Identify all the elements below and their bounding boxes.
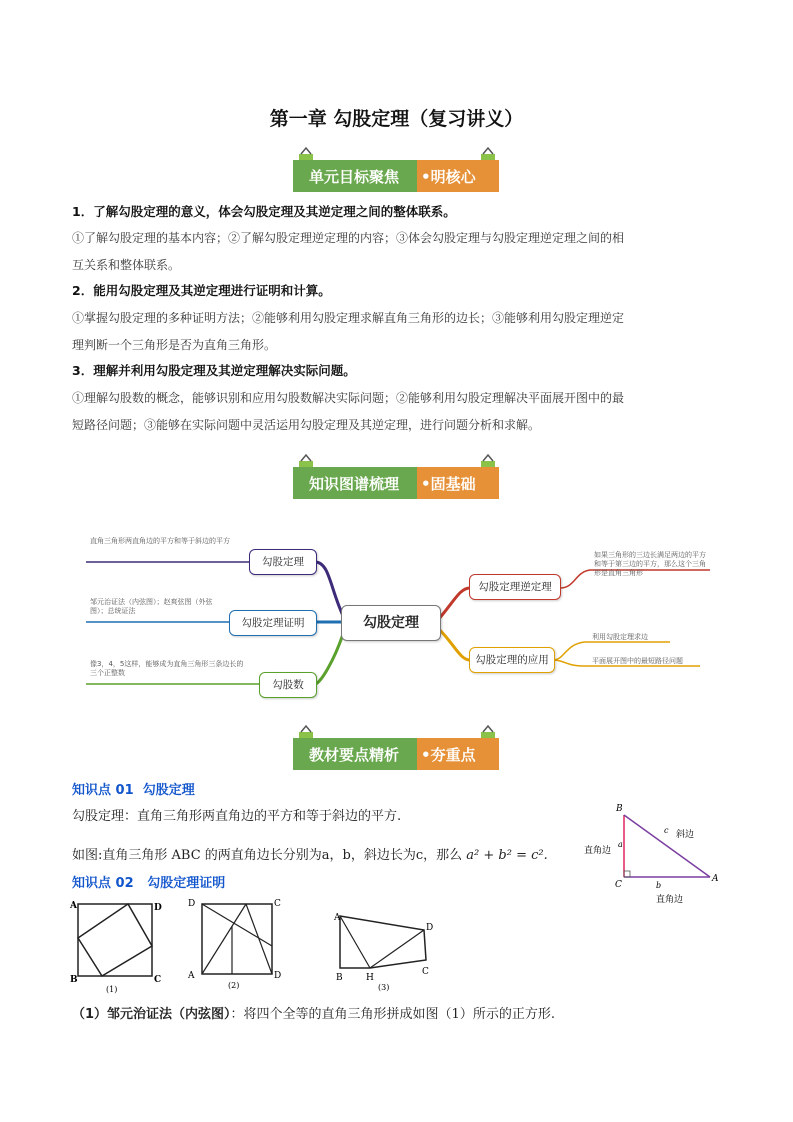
fig-label-leg-horizontal: 直角边 bbox=[656, 895, 684, 905]
svg-text:C: C bbox=[422, 967, 429, 977]
kp1-formula-prefix: 如图:直角三角形 ABC 的两直角边长分别为a，b，斜边长为c，那么 bbox=[72, 848, 463, 863]
fig-label-B: B bbox=[616, 804, 623, 814]
svg-text:H: H bbox=[366, 973, 374, 983]
mindmap-node-proof: 勾股定理证明 bbox=[229, 610, 317, 636]
mindmap-note-theorem: 直角三角形两直角边的平方和等于斜边的平方 bbox=[90, 537, 230, 545]
svg-text:A: A bbox=[188, 971, 195, 981]
kp1-statement: 勾股定理：直角三角形两直角边的平方和等于斜边的平方. bbox=[72, 809, 402, 824]
section-banner-knowledge-map bbox=[293, 467, 499, 499]
svg-text:C: C bbox=[274, 899, 281, 909]
proof1-line bbox=[72, 1003, 555, 1022]
svg-text:A: A bbox=[70, 901, 77, 911]
svg-text:D: D bbox=[188, 899, 196, 909]
proof-figure-1 bbox=[68, 898, 168, 994]
svg-text:D: D bbox=[154, 903, 162, 913]
banner-green-text: 单元目标聚焦 bbox=[309, 168, 400, 186]
fig1-caption: (1) bbox=[106, 985, 118, 994]
mindmap-note-proof: 邹元治证法（内弦图）；赵爽弦图（外弦图）；总统证法 bbox=[90, 598, 213, 615]
kp1-heading bbox=[72, 779, 195, 798]
svg-text:B: B bbox=[336, 973, 343, 983]
fig-label-A: A bbox=[712, 874, 719, 884]
fig-label-leg-vertical: 直角边 bbox=[584, 846, 612, 856]
kp2-name: 勾股定理证明 bbox=[147, 876, 226, 891]
banner-orange-text: •明核心 bbox=[421, 168, 476, 186]
goal-1-heading: 1．了解勾股定理的意义，体会勾股定理及其逆定理之间的整体联系。 bbox=[72, 204, 456, 219]
banner-green-text: 教材要点精析 bbox=[309, 746, 400, 764]
banner-orange-text: •夯重点 bbox=[421, 746, 476, 764]
kp1-formula: a² + b² = c². bbox=[466, 848, 548, 863]
proof-figure-3 bbox=[330, 908, 440, 994]
goal-2-line1: ①掌握勾股定理的多种证明方法；②能够利用勾股定理求解直角三角形的边长；③能够利用勾股定理逆定 bbox=[72, 311, 625, 325]
fig2-caption: (2) bbox=[228, 981, 240, 990]
goal-3-line1: ①理解勾股数的概念，能够识别和应用勾股数解决实际问题；②能够利用勾股定理解决平面展开图中的最 bbox=[72, 391, 625, 405]
mindmap-note-triples: 像3，4，5这样，能够成为直角三角形三条边长的三个正整数 bbox=[90, 660, 244, 677]
fig3-caption: (3) bbox=[378, 983, 390, 992]
fig-label-hypotenuse: 斜边 bbox=[676, 830, 695, 840]
kp2-heading bbox=[72, 872, 225, 891]
goal-3-line2: 短路径问题；③能够在实际问题中灵活运用勾股定理及其逆定理，进行问题分析和求解。 bbox=[72, 418, 541, 432]
svg-text:D: D bbox=[274, 971, 282, 981]
goal-1-line1: ①了解勾股定理的基本内容；②了解勾股定理逆定理的内容；③体会勾股定理与勾股定理逆定理之间的相 bbox=[72, 231, 625, 245]
mindmap-center-node: 勾股定理 bbox=[341, 605, 441, 641]
mindmap-node-theorem: 勾股定理 bbox=[249, 549, 317, 575]
kp1-formula-line bbox=[72, 844, 548, 863]
goal-1-line2: 互关系和整体联系。 bbox=[72, 258, 181, 272]
svg-text:D: D bbox=[426, 923, 434, 933]
svg-text:C: C bbox=[154, 975, 162, 985]
kp2-label: 知识点 02 bbox=[72, 876, 134, 891]
mindmap-note-converse: 如果三角形的三边长满足两边的平方和等于第三边的平方，那么这个三角形是直角三角形 bbox=[594, 551, 706, 577]
mindmap-node-converse: 勾股定理逆定理 bbox=[469, 574, 561, 600]
goal-2-line2: 理判断一个三角形是否为直角三角形。 bbox=[72, 338, 277, 352]
kp1-label: 知识点 01 bbox=[72, 783, 134, 798]
svg-text:B: B bbox=[70, 975, 78, 985]
svg-text:A: A bbox=[334, 913, 341, 923]
banner-green-text: 知识图谱梳理 bbox=[309, 475, 400, 493]
fig-label-a: a bbox=[618, 840, 623, 849]
banner-orange-text: •固基础 bbox=[421, 475, 476, 493]
proof1-text: ：将四个全等的直角三角形拼成如图（1）所示的正方形. bbox=[230, 1007, 555, 1022]
mindmap-note-apply2: 平面展开图中的最短路径问题 bbox=[592, 657, 683, 665]
proof1-title: （1）邹元治证法（内弦图） bbox=[72, 1007, 231, 1022]
proof-figure-2 bbox=[186, 896, 286, 992]
kp1-name: 勾股定理 bbox=[142, 783, 195, 798]
fig-label-c: c bbox=[664, 826, 669, 835]
goal-2-heading: 2．能用勾股定理及其逆定理进行证明和计算。 bbox=[72, 283, 331, 298]
page-title: 第一章 勾股定理（复习讲义） bbox=[269, 108, 524, 130]
mindmap-note-apply1: 利用勾股定理求边 bbox=[592, 633, 648, 641]
goal-3-heading: 3．理解并利用勾股定理及其逆定理解决实际问题。 bbox=[72, 363, 356, 378]
section-banner-goals bbox=[293, 160, 499, 192]
fig-label-C: C bbox=[615, 880, 622, 890]
fig-label-b: b bbox=[656, 881, 662, 890]
section-banner-key-points bbox=[293, 738, 499, 770]
mindmap-node-triples: 勾股数 bbox=[259, 672, 317, 698]
mindmap-node-application: 勾股定理的应用 bbox=[469, 647, 555, 673]
right-triangle-figure bbox=[580, 795, 730, 910]
